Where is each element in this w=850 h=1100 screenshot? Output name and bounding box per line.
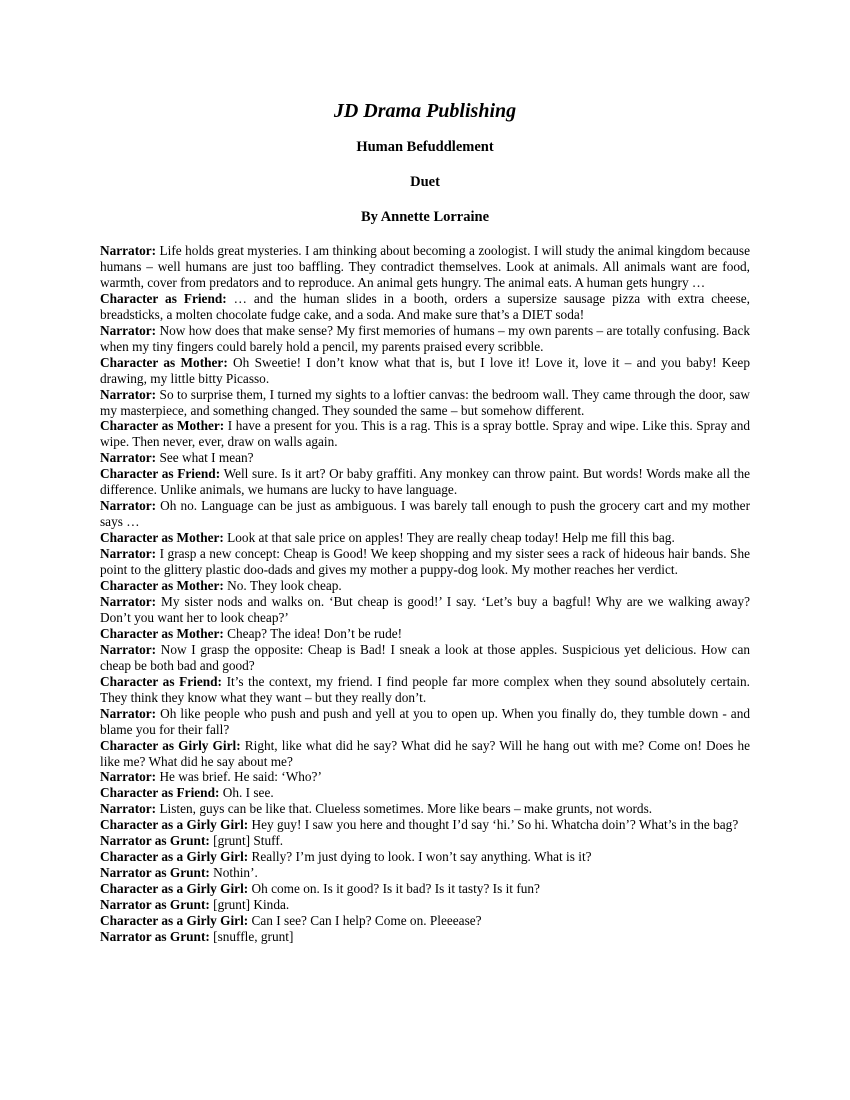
speaker-label: Character as Girly Girl: <box>100 737 241 753</box>
dialogue-line <box>100 323 750 355</box>
dialogue-text: Really? I’m just dying to look. I won’t say anything. What is it? <box>251 849 592 865</box>
speaker-label: Narrator: <box>100 769 157 785</box>
speaker-label: Character as a Girly Girl: <box>100 881 249 897</box>
dialogue-line <box>100 801 750 817</box>
dialogue-text: My sister nods and walks on. ‘But cheap is good!’ I say. ‘Let’s buy a bagful! Why are we walking away? Don’t you want her to look cheap?’ <box>100 593 751 625</box>
dialogue-text: Right, like what did he say? What did he say? Will he hang out with me? Come on! Does he like me? What did he say about me? <box>100 737 750 769</box>
dialogue-line <box>100 418 750 450</box>
dialogue-line <box>100 291 750 323</box>
speaker-label: Narrator as Grunt: <box>100 928 210 944</box>
speaker-label: Narrator: <box>100 386 157 402</box>
speaker-label: Character as a Girly Girl: <box>100 913 249 929</box>
dialogue-text: Well sure. Is it art? Or baby graffiti. Any monkey can throw paint. But words! Words make all the difference. Unlike animals, we humans are lucky to have language. <box>100 466 750 498</box>
dialogue-text: Oh like people who push and push and yell at you to open up. When you finally do, they tumble down - and blame you for their fall? <box>100 705 750 737</box>
speaker-label: Character as Friend: <box>100 785 220 801</box>
dialogue-text: It’s the context, my friend. I find people far more complex when they sound absolutely certain. They think they know what they want – but they really don’t. <box>100 673 751 705</box>
speaker-label: Character as Mother: <box>100 530 224 546</box>
dialogue-line <box>100 498 750 530</box>
speaker-label: Character as Friend: <box>100 466 221 482</box>
speaker-label: Narrator: <box>100 641 157 657</box>
dialogue-text: No. They look cheap. <box>227 578 342 594</box>
dialogue-text: Cheap? The idea! Don’t be rude! <box>227 625 403 641</box>
speaker-label: Character as Mother: <box>100 578 224 594</box>
byline: By Annette Lorraine <box>360 209 490 225</box>
speaker-label: Character as Mother: <box>100 418 225 434</box>
dialogue-line <box>100 466 750 498</box>
speaker-label: Character as Mother: <box>100 625 224 641</box>
dialogue-line <box>100 546 750 578</box>
dialogue-text: … and the human slides in a booth, orders a supersize sausage pizza with extra cheese, breadsticks, a molten chocolate fudge cake, and a soda. And make sure that’s a DIET soda! <box>100 290 751 322</box>
dialogue-line <box>100 626 750 642</box>
script-body <box>100 243 750 945</box>
dialogue-text: Oh. I see. <box>222 785 274 801</box>
speaker-label: Narrator: <box>100 593 157 609</box>
speaker-label: Narrator as Grunt: <box>100 865 210 881</box>
dialogue-line <box>100 769 750 785</box>
dialogue-line <box>100 642 750 674</box>
dialogue-line <box>100 738 750 770</box>
dialogue-line <box>100 674 750 706</box>
dialogue-text: Can I see? Can I help? Come on. Pleeease? <box>251 913 482 929</box>
dialogue-text: Life holds great mysteries. I am thinking about becoming a zoologist. I will study the animal kingdom because humans – well humans are just too baffling. They contradict themselves. Look at animals. All animals want are food, warmth, cover from predators and to reproduce. An animal gets hungry. The animal eats. A human gets hungry … <box>100 243 751 290</box>
dialogue-text: I have a present for you. This is a rag. This is a spray bottle. Spray and wipe. Like this. Spray and wipe. Then never, ever, draw on walls again. <box>100 418 750 450</box>
speaker-label: Narrator: <box>100 243 157 258</box>
dialogue-text: I grasp a new concept: Cheap is Good! We keep shopping and my sister sees a rack of hideous hair bands. She point to the glittery plastic doo-dads and gives my mother a puppy-dog look. My mother reaches her verdict. <box>100 546 750 578</box>
dialogue-text: Look at that sale price on apples! They are really cheap today! Help me fill this bag. <box>227 530 675 546</box>
dialogue-line <box>100 865 750 881</box>
speaker-label: Character as a Girly Girl: <box>100 849 249 865</box>
dialogue-line <box>100 849 750 865</box>
dialogue-line <box>100 881 750 897</box>
speaker-label: Character as a Girly Girl: <box>100 817 249 833</box>
play-title: Human Befuddlement <box>356 139 494 155</box>
dialogue-text: So to surprise them, I turned my sights to a loftier canvas: the bedroom wall. They came through the door, saw my masterpiece, and something changed. They sounded the same – but somehow different. <box>100 386 750 418</box>
dialogue-line <box>100 530 750 546</box>
dialogue-text: [snuffle, grunt] <box>213 928 294 944</box>
speaker-label: Character as Mother: <box>100 354 228 370</box>
dialogue-line <box>100 450 750 466</box>
dialogue-text: Nothin’. <box>213 865 258 881</box>
speaker-label: Narrator: <box>100 705 157 721</box>
dialogue-text: [grunt] Stuff. <box>213 833 284 849</box>
dialogue-line <box>100 785 750 801</box>
speaker-label: Character as Friend: <box>100 673 222 689</box>
dialogue-line <box>100 929 750 945</box>
speaker-label: Narrator as Grunt: <box>100 897 210 913</box>
dialogue-line <box>100 817 750 833</box>
dialogue-text: Listen, guys can be like that. Clueless sometimes. More like bears – make grunts, not words. <box>159 801 653 817</box>
speaker-label: Character as Friend: <box>100 290 227 306</box>
dialogue-line <box>100 913 750 929</box>
speaker-label: Narrator as Grunt: <box>100 833 210 849</box>
dialogue-line <box>100 594 750 626</box>
speaker-label: Narrator: <box>100 546 157 562</box>
dialogue-text: He was brief. He said: ‘Who?’ <box>159 769 322 785</box>
dialogue-line <box>100 355 750 387</box>
publisher-name: JD Drama Publishing <box>333 100 517 122</box>
dialogue-text: Oh come on. Is it good? Is it bad? Is it tasty? Is it fun? <box>251 881 540 897</box>
dialogue-line <box>100 833 750 849</box>
dialogue-line <box>100 706 750 738</box>
dialogue-text: Now how does that make sense? My first memories of humans – my own parents – are totally confusing. Back when my tiny fingers could barely hold a pencil, my parents praised every scribble. <box>100 322 750 354</box>
dialogue-text: See what I mean? <box>159 450 254 466</box>
dialogue-line <box>100 387 750 419</box>
speaker-label: Narrator: <box>100 322 157 338</box>
play-genre: Duet <box>410 174 440 190</box>
speaker-label: Narrator: <box>100 498 157 514</box>
speaker-label: Narrator: <box>100 450 157 466</box>
dialogue-text: Oh Sweetie! I don’t know what that is, but I love it! Love it, love it – and you baby! Keep drawing, my little bitty Picasso. <box>100 354 750 386</box>
dialogue-line <box>100 243 750 291</box>
dialogue-text: [grunt] Kinda. <box>213 897 290 913</box>
dialogue-line <box>100 578 750 594</box>
dialogue-line <box>100 897 750 913</box>
dialogue-text: Now I grasp the opposite: Cheap is Bad! I sneak a look at those apples. Suspicious yet delicious. How can cheap be both bad and good? <box>100 641 750 673</box>
speaker-label: Narrator: <box>100 801 157 817</box>
dialogue-text: Hey guy! I saw you here and thought I’d say ‘hi.’ So hi. Whatcha doin’? What’s in the bag? <box>251 817 739 833</box>
dialogue-text: Oh no. Language can be just as ambiguous. I was barely tall enough to push the grocery cart and my mother says … <box>100 498 750 530</box>
